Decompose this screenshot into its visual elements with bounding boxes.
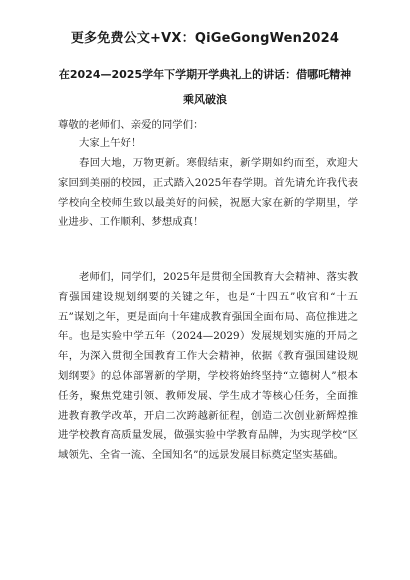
- greeting: 大家上午好！: [79, 137, 142, 149]
- salutation: 尊敬的老师们、亲爱的同学们：: [58, 119, 204, 131]
- document-title-line-1: 在2024—2025学年下学期开学典礼上的讲话：借哪吒精神: [58, 68, 352, 81]
- paragraph-main: 老师们，同学们，2025年是贯彻全国教育大会精神、落实教育强国建设规划纲要的关键之年，也是“十四五”收官和“十五五”谋划之年，更是面向十年建成教育强国全面布局、高位推进之年。也是实验中学五年（2024—2029）发展规划实施的开局之年，为深入贯彻全国教育工作大会精神，依据《教育强国建设规划纲要》的总体部署新的学期，学校将始终坚持“立德树人”根本任务，聚焦党建引领、教师发展、学生成才等核心任务，全面推进教育教学改革，开启二次跨越新征程，创造二次创业新辉煌推进学校教育高质量发展，做强实验中学教育品牌，为实现学校“区域领先、全省一流、全国知名”的远景发展目标奠定坚实基础。: [58, 271, 358, 462]
- paragraph-opening: 春回大地，万物更新。寒假结束，新学期如约而至，欢迎大家回到美丽的校园，正式踏入2025年春学期。首先请允许我代表学校向全校师生致以最美好的问候，祝愿大家在新的学期里，学业进步、工作顺利、梦想成真！: [58, 157, 358, 229]
- promo-header: 更多免费公文+VX：QiGeGongWen2024: [70, 31, 340, 46]
- document-title-line-2: 乘风破浪: [183, 93, 227, 106]
